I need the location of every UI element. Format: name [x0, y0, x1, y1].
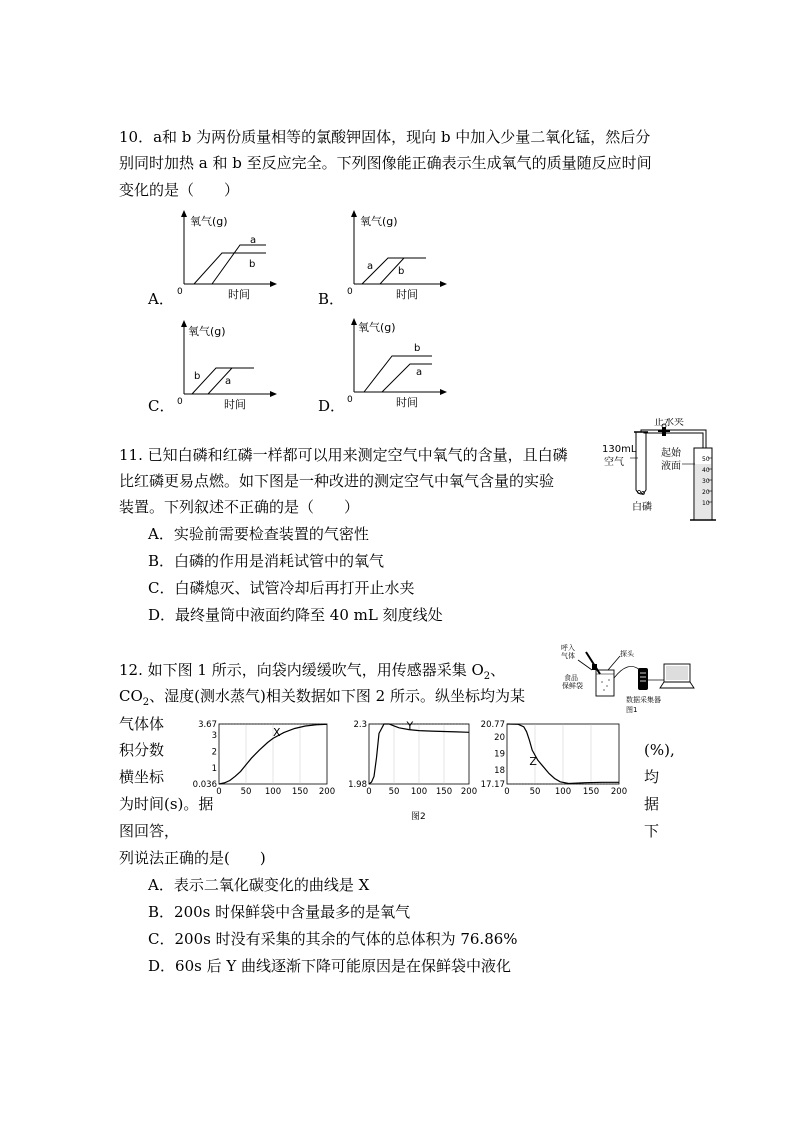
- q11-clamp-label: 止水夹: [654, 418, 684, 428]
- q11-air-volume: 130mL: [602, 444, 637, 455]
- q10-c-first: b: [194, 371, 201, 382]
- x-tick-label: 200: [318, 787, 336, 797]
- q11-phosphorus-label: 白磷: [632, 502, 652, 513]
- q11-start-level-2: 液面: [661, 461, 681, 472]
- q10-text-line-3: 变化的是（ ）: [119, 181, 240, 199]
- x-tick-label: 0: [366, 787, 372, 797]
- q11-scale-40: 40: [702, 467, 710, 474]
- series-label: Z: [529, 755, 537, 769]
- q11-text-line-1: 11. 已知白磷和红磷一样都可以用来测定空气中氧气的含量，且白磷: [119, 446, 568, 464]
- q12-right-col-1: (%),: [644, 741, 675, 759]
- q10-text-line-2: 别同时加热 a 和 b 至反应完全。下列图像能正确表示生成氧气的质量随反应时间: [119, 154, 652, 172]
- q10-option-c[interactable]: C．: [148, 397, 175, 415]
- q11-option-d[interactable]: D．最终量筒中液面约降至 40 mL 刻度线处: [148, 606, 443, 624]
- y-tick-label: 3.67: [198, 720, 217, 730]
- q12-left-col-4: 为时间(s)。据: [119, 795, 214, 813]
- q10-c-second: a: [225, 376, 232, 387]
- q12-fig2-caption: 图2: [411, 812, 426, 822]
- y-tick-label: 20.77: [480, 720, 505, 730]
- x-tick-label: 50: [240, 787, 252, 797]
- x-tick-label: 150: [435, 787, 453, 797]
- y-tick-label: 17.17: [480, 780, 505, 790]
- chart-z: [481, 720, 627, 797]
- q10-d-origin: 0: [347, 395, 353, 405]
- q11-option-a[interactable]: A．实验前需要检查装置的气密性: [148, 525, 369, 543]
- x-tick-label: 200: [460, 787, 478, 797]
- q12-text-line-1: 12. 如下图 1 所示，向袋内缓缓吹气，用传感器采集 $O_2$、: [119, 661, 506, 682]
- y-tick-label: 2.3: [353, 720, 367, 730]
- q11-air-label: 空气: [604, 457, 624, 468]
- q11-scale-50: 50: [702, 456, 710, 463]
- q11-scale-30: 30: [702, 478, 710, 485]
- x-tick-label: 100: [554, 787, 572, 797]
- q12-fig1-bag2: 保鲜袋: [562, 682, 583, 690]
- q11-option-b[interactable]: B．白磷的作用是消耗试管中的氧气: [148, 552, 385, 570]
- q12-right-col-3: 据: [644, 795, 660, 813]
- q10-graph-d: [340, 316, 450, 411]
- q11-apparatus-diagram: [598, 418, 724, 528]
- x-tick-label: 0: [216, 787, 222, 797]
- q10-graph-a: [170, 208, 280, 303]
- q11-text-line-2: 比红磷更易点燃。如下图是一种改进的测定空气中氧气含量的实验: [119, 472, 555, 490]
- q12-right-col-4: 下: [644, 822, 660, 840]
- x-tick-label: 0: [504, 787, 510, 797]
- q10-c-ylabel: 氧气(g): [188, 325, 226, 338]
- x-tick-label: 100: [264, 787, 282, 797]
- q10-b-xlabel: 时间: [396, 288, 418, 301]
- y-tick-label: 20: [494, 732, 505, 743]
- q12-option-d[interactable]: D．60s 后 Y 曲线逐渐下降可能原因是在保鲜袋中液化: [148, 957, 512, 975]
- q11-scale-20: 20: [702, 489, 710, 496]
- q10-a-origin: 0: [177, 287, 183, 297]
- q12-text-last-line: 列说法正确的是( ): [119, 849, 266, 867]
- x-tick-label: 50: [529, 787, 541, 797]
- y-tick-label: 1: [211, 764, 217, 775]
- x-tick-label: 150: [582, 787, 600, 797]
- q10-d-upper: b: [414, 343, 421, 354]
- q10-a-ylabel: 氧气(g): [190, 215, 228, 228]
- y-tick-label: 18: [494, 766, 505, 777]
- q12-fig1-caption: 图1: [626, 706, 638, 714]
- q12-option-c[interactable]: C．200s 时没有采集的其余的气体的总体积为 76.86%: [148, 930, 518, 948]
- q10-b-ylabel: 氧气(g): [360, 215, 398, 228]
- q12-right-col-2: 均: [644, 768, 660, 786]
- y-tick-label: 19: [494, 749, 505, 760]
- y-tick-label: 2: [211, 747, 217, 758]
- q12-text-line-2: $CO_2$、湿度(测水蒸气)相关数据如下图 2 所示。纵坐标均为某: [119, 687, 525, 708]
- q10-d-ylabel: 氧气(g): [358, 321, 396, 334]
- q10-text-line-1: 10．a和 b 为两份质量相等的氯酸钾固体，现向 b 中加入少量二氧化锰，然后分: [119, 128, 651, 146]
- q11-start-level-1: 起始: [661, 448, 681, 459]
- q10-b-second: b: [398, 266, 405, 277]
- q12-figure2-charts: [185, 718, 630, 826]
- q12-fig1-blow2: 气体: [561, 652, 575, 660]
- q12-fig1-probe: 探头: [620, 650, 634, 658]
- q12-left-col-1: 气体体: [119, 715, 165, 733]
- q12-fig1-bag: 食品: [564, 674, 578, 682]
- q12-left-col-2: 积分数: [119, 741, 165, 759]
- q10-b-origin: 0: [347, 287, 353, 297]
- x-tick-label: 50: [388, 787, 400, 797]
- x-tick-label: 100: [410, 787, 428, 797]
- q10-b-first: a: [367, 261, 374, 272]
- q12-left-col-3: 横坐标: [119, 768, 165, 786]
- q11-option-c[interactable]: C．白磷熄灭、试管冷却后再打开止水夹: [148, 579, 415, 597]
- q12-option-b[interactable]: B．200s 时保鲜袋中含量最多的是氧气: [148, 903, 411, 921]
- q12-fig1-collector: 数据采集器: [626, 696, 661, 704]
- y-tick-label: 3: [211, 731, 217, 742]
- series-label: X: [273, 725, 281, 739]
- x-tick-label: 150: [291, 787, 309, 797]
- q10-graph-b: [340, 208, 450, 303]
- q10-a-upper: a: [250, 235, 257, 246]
- q12-left-col-5: 图回答，: [119, 822, 180, 840]
- q10-a-lower: b: [249, 259, 256, 270]
- q12-fig1-blow: 呼入: [561, 644, 575, 652]
- q11-scale-10: 10: [702, 500, 710, 507]
- q10-d-lower: a: [416, 367, 423, 378]
- chart-y: [348, 720, 477, 797]
- q10-d-xlabel: 时间: [396, 396, 418, 409]
- q10-option-d[interactable]: D．: [318, 397, 346, 415]
- q12-figure1-diagram: [556, 640, 706, 718]
- q10-graph-c: [170, 318, 280, 413]
- q10-option-b[interactable]: B．: [318, 290, 345, 308]
- y-tick-label: 0.036: [192, 780, 217, 790]
- q12-option-a[interactable]: A．表示二氧化碳变化的曲线是 X: [148, 876, 370, 894]
- chart-x: [193, 720, 335, 797]
- q10-c-origin: 0: [177, 397, 183, 407]
- y-tick-label: 1.98: [348, 780, 367, 790]
- x-tick-label: 200: [610, 787, 628, 797]
- q10-a-xlabel: 时间: [228, 288, 250, 301]
- q10-option-a[interactable]: A．: [148, 290, 174, 308]
- q10-c-xlabel: 时间: [224, 398, 246, 411]
- series-label: Y: [406, 719, 414, 733]
- q11-text-line-3: 装置。下列叙述不正确的是（ ）: [119, 498, 360, 516]
